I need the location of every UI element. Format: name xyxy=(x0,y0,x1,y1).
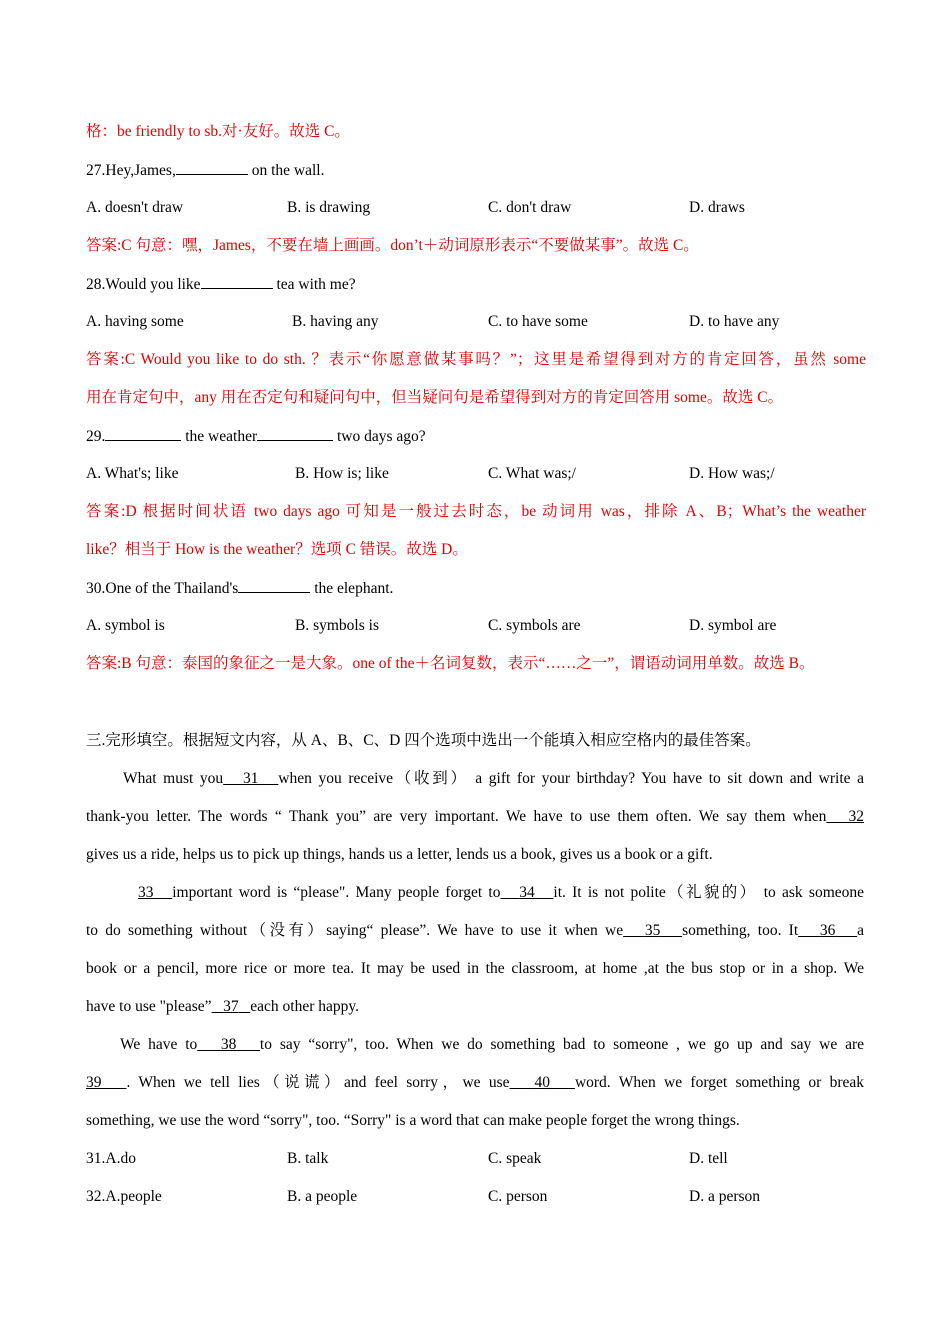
blank xyxy=(105,426,181,441)
passage-line-4: 33 important word is “please". Many people forget to 34 it. It is not polite（礼貌的） to ask someone xyxy=(138,884,865,901)
option-a: A. doesn't draw xyxy=(86,199,184,216)
answer-28-line2: 用在肯定句中，any 用在否定句和疑问句中，但当疑问句是希望得到对方的肯定回答用 some。故选 C。 xyxy=(86,389,784,406)
passage-line-9: 39 . When we tell lies（说谎）and feel sorry，we use 40 word. When we forget something or break xyxy=(86,1074,865,1091)
answer-30: 答案:B 句意：泰国的象征之一是大象。one of the＋名词复数，表示“……之一”，谓语动词用单数。故选 B。 xyxy=(86,655,815,672)
option-d: D. a person xyxy=(689,1188,761,1205)
answer-27: 答案:C 句意：嘿，James，不要在墙上画画。don’t＋动词原形表示“不要做某事”。故选 C。 xyxy=(86,237,699,254)
option-d: D. How was;/ xyxy=(689,465,775,482)
blank-36: 36 xyxy=(819,922,836,939)
passage-line-1: What must you 31 when you receive（收到） a gift for your birthday? You have to sit down and write a xyxy=(123,770,865,787)
blank-33: 33 xyxy=(138,884,154,901)
blank xyxy=(238,578,310,593)
blank xyxy=(257,426,333,441)
option-d: D. draws xyxy=(689,199,745,216)
answer-29-line1: 答案:D 根据时间状语 two days ago 可知是一般过去时态，be 动词用 was，排除 A、B；What’s the weather xyxy=(86,503,866,520)
option-a: A. having some xyxy=(86,313,184,330)
answer-26-tail: 格：be friendly to sb.对·友好。故选 C。 xyxy=(86,123,350,140)
option-d: D. to have any xyxy=(689,313,780,330)
answer-28-line1: 答案:C Would you like to do sth. ？表示“你愿意做某事吗？”；这里是希望得到对方的肯定回答，虽然 some xyxy=(86,351,866,368)
passage-line-2: thank-you letter. The words “ Thank you” are very important. We have to use them often. We say them when 32 xyxy=(86,808,864,825)
option-d: D. tell xyxy=(689,1150,728,1167)
option-c: C. What was;/ xyxy=(488,465,576,482)
options-29 xyxy=(86,464,866,484)
option-a: 31.A.do xyxy=(86,1150,136,1167)
option-b: B. How is; like xyxy=(295,465,389,482)
option-b: B. having any xyxy=(292,313,379,330)
option-b: B. talk xyxy=(287,1150,329,1167)
option-b: B. is drawing xyxy=(287,199,371,216)
question-28: 28.Would you like tea with me? xyxy=(86,276,356,293)
blank-35: 35 xyxy=(644,922,661,939)
option-a: A. symbol is xyxy=(86,617,165,634)
passage-line-6: book or a pencil, more rice or more tea. It may be used in the classroom, at home ,at the bus stop or in a shop. We xyxy=(86,960,864,977)
blank-38: 38 xyxy=(220,1036,237,1053)
blank-39: 39 xyxy=(86,1074,102,1091)
passage-line-5: to do something without（没有）saying“ please”. We have to use it when we 35 something, too. It 36 a xyxy=(86,922,865,939)
option-b: B. symbols is xyxy=(295,617,379,634)
options-28 xyxy=(86,312,866,332)
options-30 xyxy=(86,616,866,636)
blank xyxy=(176,160,248,175)
option-d: D. symbol are xyxy=(689,617,777,634)
options-31 xyxy=(86,1149,866,1169)
blank xyxy=(201,274,273,289)
option-a: A. What's; like xyxy=(86,465,179,482)
option-c: C. to have some xyxy=(488,313,588,330)
options-32 xyxy=(86,1187,866,1207)
passage-line-7: have to use "please” 37 each other happy. xyxy=(86,998,360,1015)
passage-line-3: gives us a ride, helps us to pick up things, hands us a letter, lends us a book, gives us a book or a gift. xyxy=(86,846,713,863)
option-c: C. speak xyxy=(488,1150,542,1167)
passage-line-8: We have to 38 to say “sorry", too. When we do something bad to someone , we go up and say we are xyxy=(120,1036,864,1053)
question-30: 30.One of the Thailand's the elephant. xyxy=(86,580,394,597)
blank-34: 34 xyxy=(519,884,535,901)
option-c: C. don't draw xyxy=(488,199,572,216)
answer-29-line2: like？相当于 How is the weather？选项 C 错误。故选 D。 xyxy=(86,541,468,558)
blank-40: 40 xyxy=(534,1074,550,1091)
passage-line-10: something, we use the word “sorry", too. “Sorry" is a word that can make people forget the wrong things. xyxy=(86,1112,740,1129)
question-29: 29. the weather two days ago? xyxy=(86,428,426,445)
blank-32: 32 xyxy=(848,808,864,825)
option-c: C. person xyxy=(488,1188,548,1205)
section-heading: 三.完形填空。根据短文内容，从 A、B、C、D 四个选项中选出一个能填入相应空格内的最佳答案。 xyxy=(86,732,761,749)
blank-31: 31 xyxy=(242,770,259,787)
options-27 xyxy=(86,198,866,218)
option-c: C. symbols are xyxy=(488,617,581,634)
option-a: 32.A.people xyxy=(86,1188,162,1205)
option-b: B. a people xyxy=(287,1188,358,1205)
blank-37: 37 xyxy=(223,998,239,1015)
question-27: 27.Hey,James, on the wall. xyxy=(86,162,325,179)
